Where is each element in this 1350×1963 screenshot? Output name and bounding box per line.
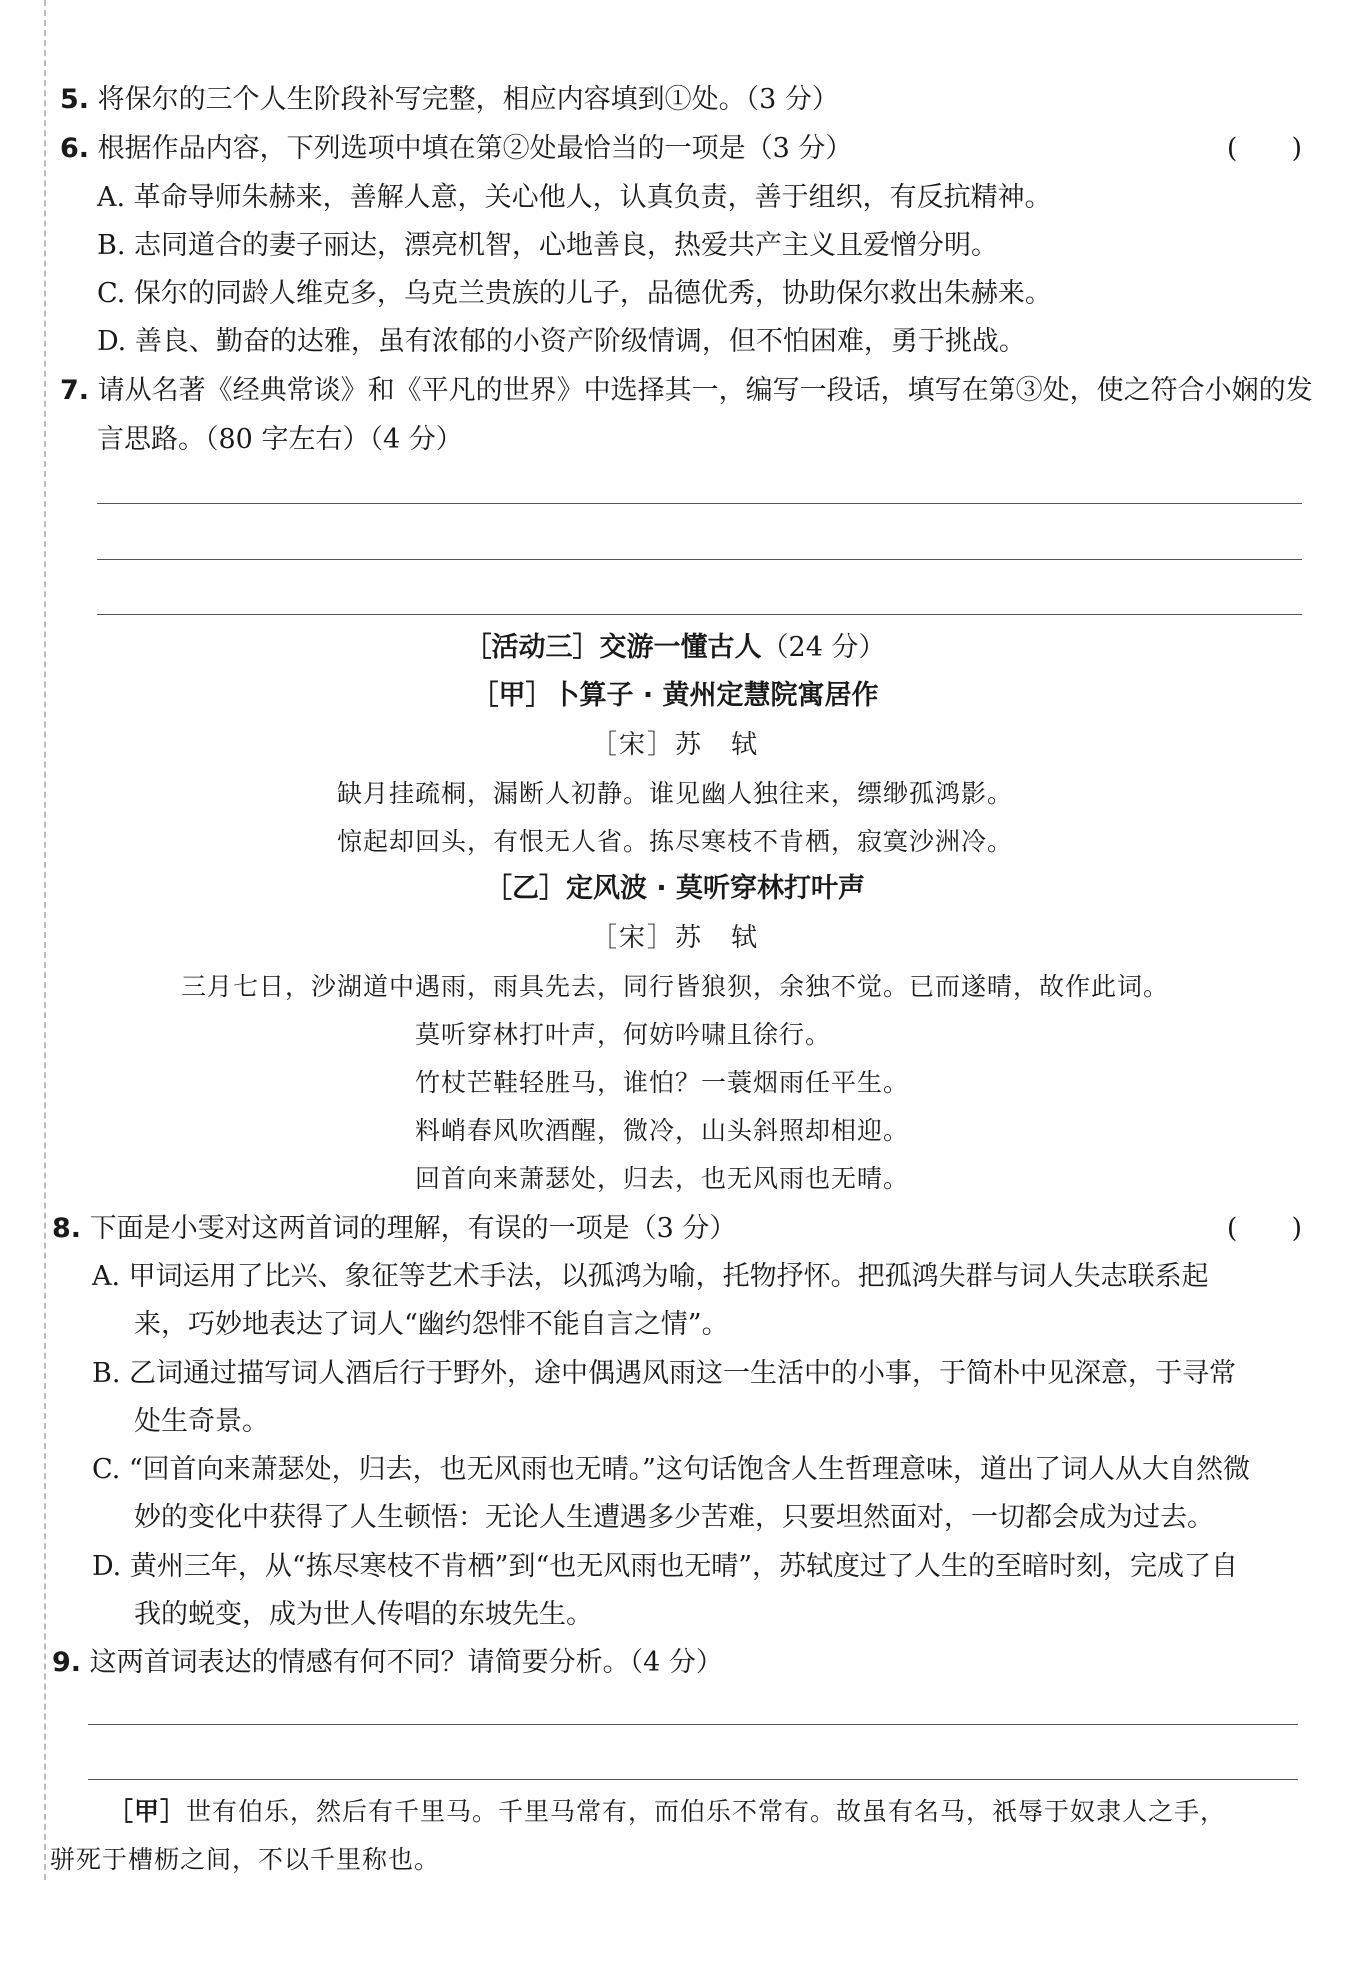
option-d-continued: 我的蜕变，成为世人传唱的东坡先生。 — [134, 1599, 593, 1630]
activity-points: （24 分） — [761, 632, 886, 663]
question-7-continued: 言思路。（80 字左右）（4 分） — [97, 424, 463, 455]
prose-text: 世有伯乐，然后有千里马。千里马常有，而伯乐不常有。故虽有名马，祇辱于奴隶人之手， — [186, 1797, 1227, 1826]
question-text: 根据作品内容，下列选项中填在第②处最恰当的一项是（3 分） — [97, 133, 853, 164]
question-text: 请从名著《经典常谈》和《平凡的世界》中选择其一，编写一段话，填写在第③处，使之符合小娴的发 — [97, 375, 1313, 406]
poem-line: 惊起却回头，有恨无人省。拣尽寒枝不肯栖，寂寞沙洲冷。 — [336, 827, 1013, 856]
question-7 — [60, 373, 1313, 409]
option-a: A. 革命导师朱赫来，善解人意，关心他人，认真负责，善于组织，有反抗精神。 — [97, 182, 1052, 213]
question-9 — [52, 1645, 723, 1681]
question-text: 这两首词表达的情感有何不同？请简要分析。（4 分） — [89, 1647, 723, 1678]
prose-jia-line1 — [108, 1795, 1226, 1829]
question-number: 9. — [52, 1647, 82, 1678]
option-d: D. 黄州三年，从“拣尽寒枝不肯栖”到“也无风雨也无晴”，苏轼度过了人生的至暗时刻，完成了自 — [92, 1551, 1239, 1582]
poem-line: 竹杖芒鞋轻胜马，谁怕？一蓑烟雨任平生。 — [415, 1068, 910, 1097]
poem-preface: 三月七日，沙湖道中遇雨，雨具先去，同行皆狼狈，余独不觉。已而遂晴，故作此词。 — [180, 972, 1169, 1001]
option-a: A. 甲词运用了比兴、象征等艺术手法，以孤鸿为喻，托物抒怀。把孤鸿失群与词人失志联系起 — [92, 1261, 1209, 1292]
question-number: 5. — [60, 84, 90, 115]
option-c: C. 保尔的同龄人维克多，乌克兰贵族的儿子，品德优秀，协助保尔救出朱赫来。 — [97, 278, 1052, 309]
question-number: 8. — [52, 1213, 82, 1244]
question-text: 下面是小雯对这两首词的理解，有误的一项是（3 分） — [89, 1213, 737, 1244]
option-b-continued: 处生奇景。 — [134, 1406, 269, 1437]
poem-jia-author: ［宋］苏 轼 — [590, 730, 759, 760]
option-d: D. 善良、勤奋的达雅，虽有浓郁的小资产阶级情调，但不怕困难，勇于挑战。 — [97, 326, 1026, 357]
poem-line: 回首向来萧瑟处，归去，也无风雨也无晴。 — [415, 1164, 910, 1193]
prose-jia-line2: 骈死于槽枥之间，不以千里称也。 — [50, 1845, 441, 1874]
option-b: B. 志同道合的妻子丽达，漂亮机智，心地善良，热爱共产主义且爱憎分明。 — [97, 230, 999, 261]
answer-line[interactable] — [97, 614, 1302, 615]
poem-yi-title: ［乙］定风波 · 莫听穿林打叶声 — [484, 873, 866, 904]
question-number: 7. — [60, 375, 90, 406]
poem-line: 莫听穿林打叶声，何妨吟啸且徐行。 — [415, 1020, 832, 1049]
question-number: 6. — [60, 133, 90, 164]
prose-label: ［甲］ — [108, 1797, 187, 1826]
question-5 — [60, 82, 839, 118]
answer-line[interactable] — [88, 1779, 1298, 1780]
answer-line[interactable] — [88, 1724, 1298, 1725]
poem-yi-author: ［宋］苏 轼 — [590, 923, 759, 953]
option-c-continued: 妙的变化中获得了人生顿悟：无论人生遭遇多少苦难，只要坦然面对，一切都会成为过去。 — [134, 1502, 1214, 1533]
answer-bracket[interactable]: ( ) — [1226, 133, 1302, 164]
answer-bracket[interactable]: ( ) — [1226, 1213, 1302, 1244]
option-a-continued: 来，巧妙地表达了词人“幽约怨悱不能自言之情”。 — [134, 1309, 729, 1340]
activity-heading — [0, 630, 1350, 666]
question-text: 将保尔的三个人生阶段补写完整，相应内容填到①处。（3 分） — [97, 84, 839, 115]
question-6 — [60, 131, 852, 167]
answer-line[interactable] — [97, 503, 1302, 504]
question-8 — [52, 1211, 736, 1247]
poem-jia-title: ［甲］卜算子 · 黄州定慧院寓居作 — [471, 680, 879, 711]
option-c: C. “回首向来萧瑟处，归去，也无风雨也无晴。”这句话饱含人生哲理意味，道出了词人从大自然微 — [92, 1454, 1250, 1485]
answer-line[interactable] — [97, 559, 1302, 560]
activity-title: ［活动三］交游一懂古人 — [464, 632, 762, 663]
poem-line: 缺月挂疏桐，漏断人初静。谁见幽人独往来，缥缈孤鸿影。 — [336, 779, 1013, 808]
poem-line: 料峭春风吹酒醒，微冷，山头斜照却相迎。 — [415, 1116, 910, 1145]
option-b: B. 乙词通过描写词人酒后行于野外，途中偶遇风雨这一生活中的小事，于简朴中见深意，于寻常 — [92, 1358, 1237, 1389]
